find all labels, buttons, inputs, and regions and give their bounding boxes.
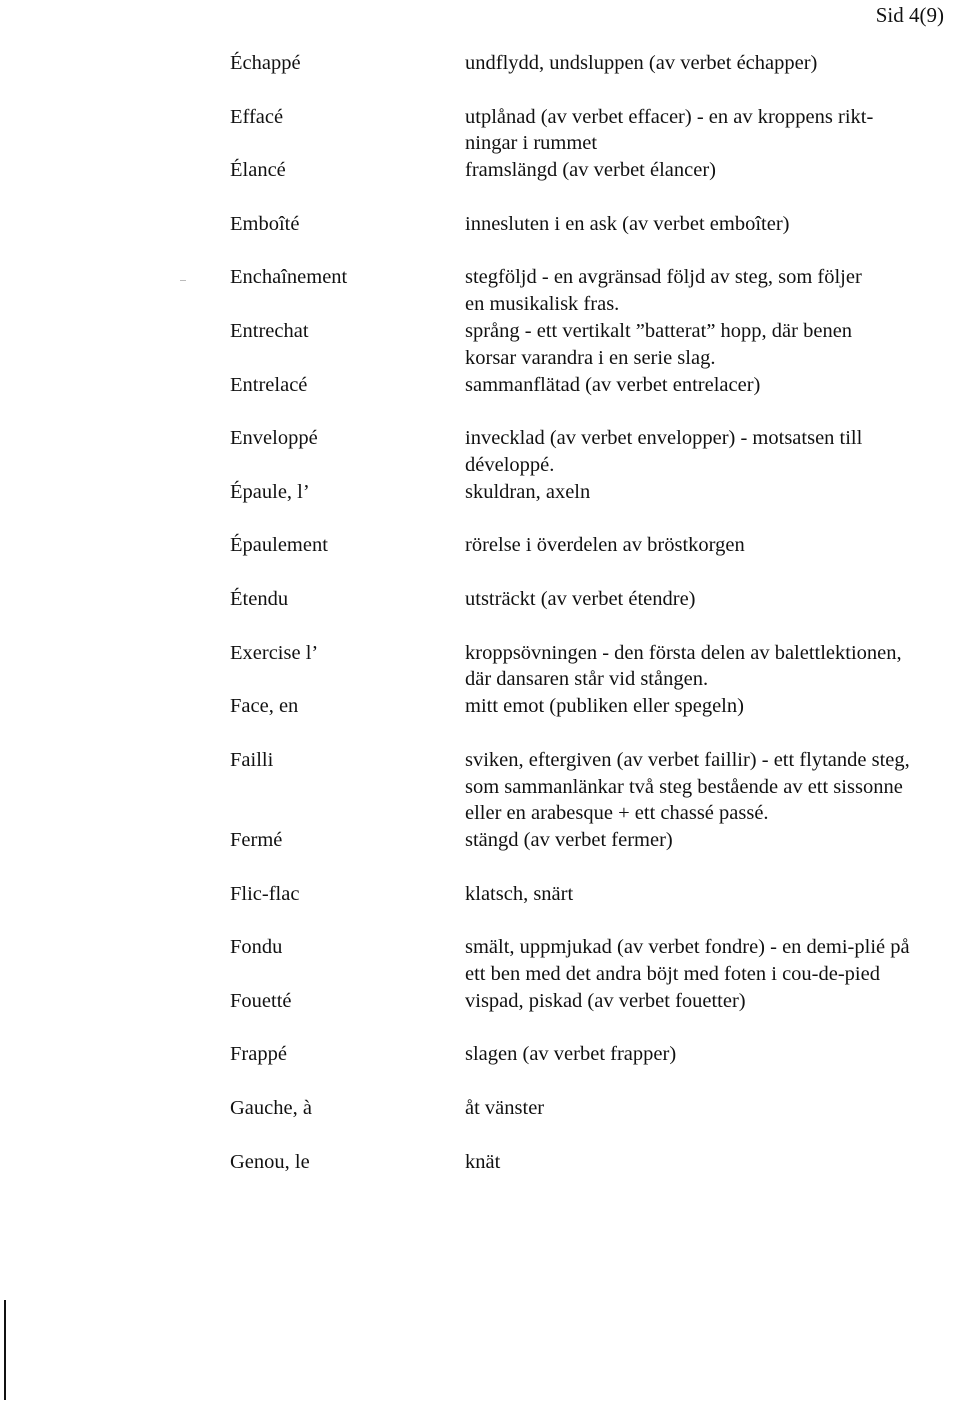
entry-term: Étendu bbox=[230, 587, 289, 610]
glossary-entry bbox=[230, 532, 958, 559]
glossary-entry bbox=[230, 157, 958, 184]
entry-definition: skuldran, axeln bbox=[465, 480, 591, 503]
scan-speck bbox=[180, 280, 186, 281]
glossary-entry bbox=[230, 693, 958, 720]
entry-term: Fondu bbox=[230, 936, 283, 959]
glossary-entry bbox=[230, 934, 958, 988]
entry-definition: framslängd (av verbet élancer) bbox=[465, 159, 716, 182]
glossary-entry bbox=[230, 1149, 958, 1176]
entry-term: Enveloppé bbox=[230, 427, 318, 450]
entry-definition: språng - ett vertikalt ”batterat” hopp, där benen korsar varandra i en serie slag. bbox=[465, 319, 853, 369]
entry-definition: sviken, eftergiven (av verbet faillir) - ett flytande steg, som sammanlänkar två steg bestående av ett sissonne eller en arabesque + ett chassé passé. bbox=[465, 748, 910, 825]
entry-term: Élancé bbox=[230, 159, 286, 182]
entry-term: Effacé bbox=[230, 105, 284, 128]
glossary-entry bbox=[230, 1095, 958, 1122]
entry-term: Emboîté bbox=[230, 212, 300, 235]
glossary-entry bbox=[230, 586, 958, 613]
entry-term: Flic-flac bbox=[230, 882, 300, 905]
entry-term: Échappé bbox=[230, 52, 301, 74]
glossary-entry bbox=[230, 211, 958, 238]
entry-definition: åt vänster bbox=[465, 1097, 545, 1120]
glossary-entry bbox=[230, 640, 958, 694]
entry-definition: rörelse i överdelen av bröstkorgen bbox=[465, 534, 745, 557]
entry-term: Exercise l’ bbox=[230, 641, 319, 664]
entry-definition: undflydd, undsluppen (av verbet échapper) bbox=[465, 52, 818, 74]
entry-term: Enchaînement bbox=[230, 266, 348, 289]
entry-definition: smält, uppmjukad (av verbet fondre) - en demi-plié på ett ben med det andra böjt med foten i cou-de-pied bbox=[465, 936, 910, 986]
glossary-entry bbox=[230, 747, 958, 827]
entry-term: Frappé bbox=[230, 1043, 287, 1066]
entry-term: Face, en bbox=[230, 695, 299, 718]
glossary-entry bbox=[230, 104, 958, 158]
entry-definition: knät bbox=[465, 1150, 501, 1173]
entry-definition: innesluten i en ask (av verbet emboîter) bbox=[465, 212, 790, 235]
scan-margin-bar bbox=[4, 1300, 6, 1400]
glossary-entry bbox=[230, 1041, 958, 1068]
glossary-entry bbox=[230, 50, 958, 77]
entry-definition: kroppsövningen - den första delen av balettlektionen, där dansaren står vid stången. bbox=[465, 641, 902, 691]
glossary-entry bbox=[230, 988, 958, 1015]
entry-definition: utplånad (av verbet effacer) - en av kroppens rikt- ningar i rummet bbox=[465, 105, 874, 155]
glossary-entry bbox=[230, 318, 958, 372]
entry-definition: klatsch, snärt bbox=[465, 882, 574, 905]
glossary-entry bbox=[230, 479, 958, 506]
entry-term: Épaulement bbox=[230, 534, 328, 557]
glossary-entry bbox=[230, 881, 958, 908]
glossary-entry bbox=[230, 425, 958, 479]
entry-term: Fermé bbox=[230, 829, 283, 852]
entry-definition: slagen (av verbet frapper) bbox=[465, 1043, 677, 1066]
entry-definition: mitt emot (publiken eller spegeln) bbox=[465, 695, 744, 718]
entry-term: Gauche, à bbox=[230, 1097, 312, 1120]
page-number: Sid 4(9) bbox=[875, 3, 944, 27]
entry-term: Genou, le bbox=[230, 1150, 310, 1173]
entry-definition: invecklad (av verbet envelopper) - motsatsen till développé. bbox=[465, 427, 863, 476]
entry-definition: vispad, piskad (av verbet fouetter) bbox=[465, 989, 746, 1012]
entry-definition: utsträckt (av verbet étendre) bbox=[465, 587, 696, 610]
entry-term: Entrelacé bbox=[230, 373, 308, 396]
glossary-entry bbox=[230, 264, 958, 318]
entry-definition: sammanflätad (av verbet entrelacer) bbox=[465, 373, 761, 396]
glossary-entry bbox=[230, 827, 958, 854]
entry-term: Entrechat bbox=[230, 319, 309, 342]
entry-definition: stängd (av verbet fermer) bbox=[465, 829, 673, 852]
entry-term: Failli bbox=[230, 748, 274, 771]
entry-term: Épaule, l’ bbox=[230, 480, 310, 503]
entry-definition: stegföljd - en avgränsad följd av steg, som följer en musikalisk fras. bbox=[465, 266, 862, 316]
entry-term: Fouetté bbox=[230, 989, 292, 1012]
glossary-entry bbox=[230, 372, 958, 399]
glossary-list bbox=[230, 50, 958, 1175]
